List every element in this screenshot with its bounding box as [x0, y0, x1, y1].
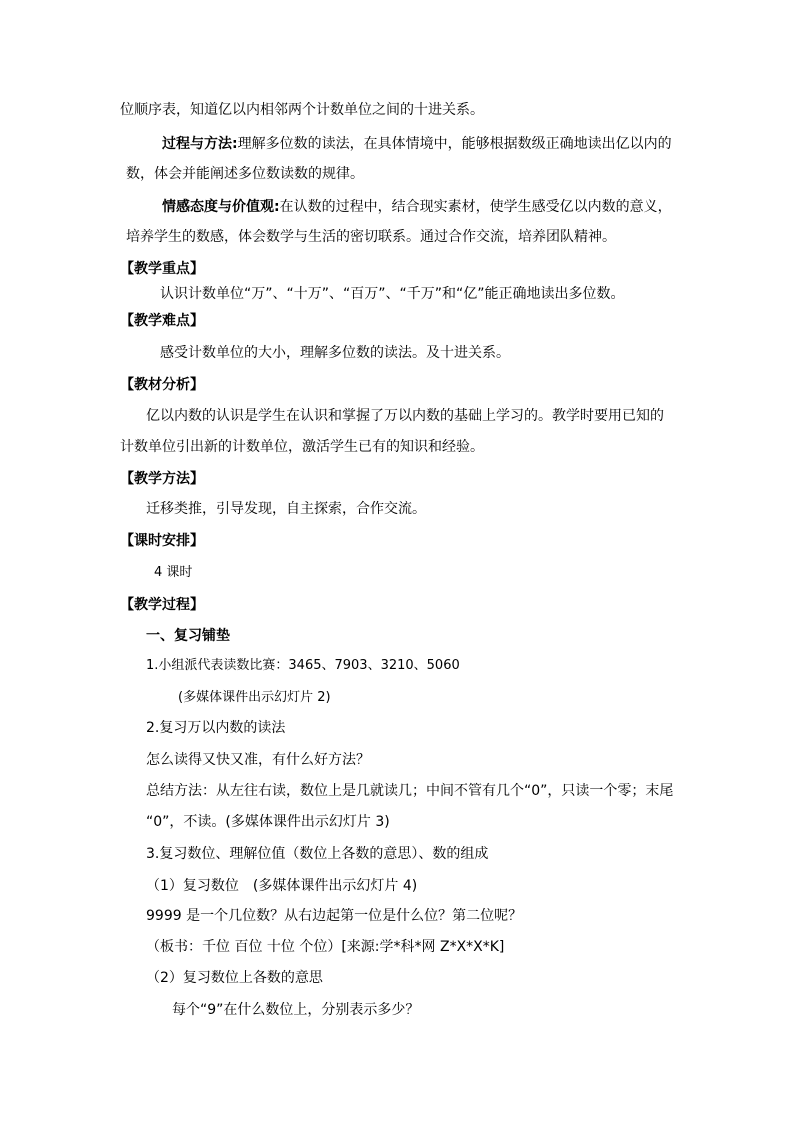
- text-analysis-2: 计数单位引出新的计数单位，激活学生已有的知识和经验。: [120, 439, 484, 455]
- heading-process: 【教学过程】: [120, 597, 204, 613]
- item-summary-1: 总结方法：从左往右读，数位上是几就读几；中间不管有几个“0”，只读一个零；末尾: [146, 783, 674, 799]
- item-review-reading: 2.复习万以内数的读法: [146, 720, 286, 736]
- paragraph-process-method: [162, 134, 672, 154]
- heading-focus: 【教学重点】: [120, 261, 204, 277]
- heading-analysis: 【教材分析】: [120, 377, 204, 393]
- heading-method: 【教学方法】: [120, 471, 204, 487]
- item-reading-contest: 1.小组派代表读数比赛：3465、7903、3210、5060: [146, 658, 460, 673]
- item-reading-contest-note: (多媒体课件出示幻灯片 2): [178, 690, 331, 705]
- text-process-method: 理解多位数的读法，在具体情境中，能够根据数级正确地读出亿以内的: [237, 136, 672, 152]
- text-focus: 认识计数单位“万”、“十万”、“百万”、“千万”和“亿”能正确地读出多位数。: [160, 286, 625, 302]
- text-analysis-1: 亿以内数的认识是学生在认识和掌握了万以内数的基础上学习的。教学时要用已知的: [146, 408, 664, 424]
- item-review-digits: （1）复习数位 (多媒体课件出示幻灯片 4): [146, 878, 418, 894]
- item-review-place-value: 3.复习数位、理解位值（数位上各数的意思）、数的组成: [146, 846, 489, 862]
- item-digit-meaning-question: 每个“9”在什么数位上，分别表示多少？: [172, 1002, 420, 1018]
- label-attitude: 情感态度与价值观:: [162, 199, 280, 215]
- item-board-writing: （板书：千位 百位 十位 个位）[来源:学*科*网 Z*X*X*K]: [146, 939, 505, 955]
- paragraph-attitude: [162, 197, 672, 217]
- item-summary-2: “0”，不读。(多媒体课件出示幻灯片 3): [146, 814, 390, 830]
- heading-schedule: 【课时安排】: [120, 533, 204, 549]
- text-difficulty: 感受计数单位的大小，理解多位数的读法。及十进关系。: [160, 345, 510, 361]
- text-attitude: 在认数的过程中，结合现实素材，使学生感受亿以内数的意义，: [279, 199, 672, 215]
- item-review-digit-meaning: （2）复习数位上各数的意思: [146, 970, 323, 986]
- label-process-method: 过程与方法:: [162, 136, 238, 152]
- item-review-question: 怎么读得又快又准，有什么好方法？: [146, 752, 370, 768]
- section-review: 一、复习铺垫: [146, 628, 230, 644]
- text-method: 迁移类推，引导发现，自主探索，合作交流。: [146, 501, 426, 517]
- paragraph-knowledge-cont: 位顺序表，知道亿以内相邻两个计数单位之间的十进关系。: [120, 102, 484, 118]
- item-digits-question: 9999 是一个几位数？从右边起第一位是什么位？第二位呢？: [146, 908, 523, 924]
- text-schedule: 4 课时: [154, 565, 193, 580]
- paragraph-attitude-cont: 培养学生的数感，体会数学与生活的密切联系。通过合作交流，培养团队精神。: [126, 229, 616, 245]
- heading-difficulty: 【教学难点】: [120, 313, 204, 329]
- paragraph-process-method-cont: 数，体会并能阐述多位数读数的规律。: [126, 166, 364, 182]
